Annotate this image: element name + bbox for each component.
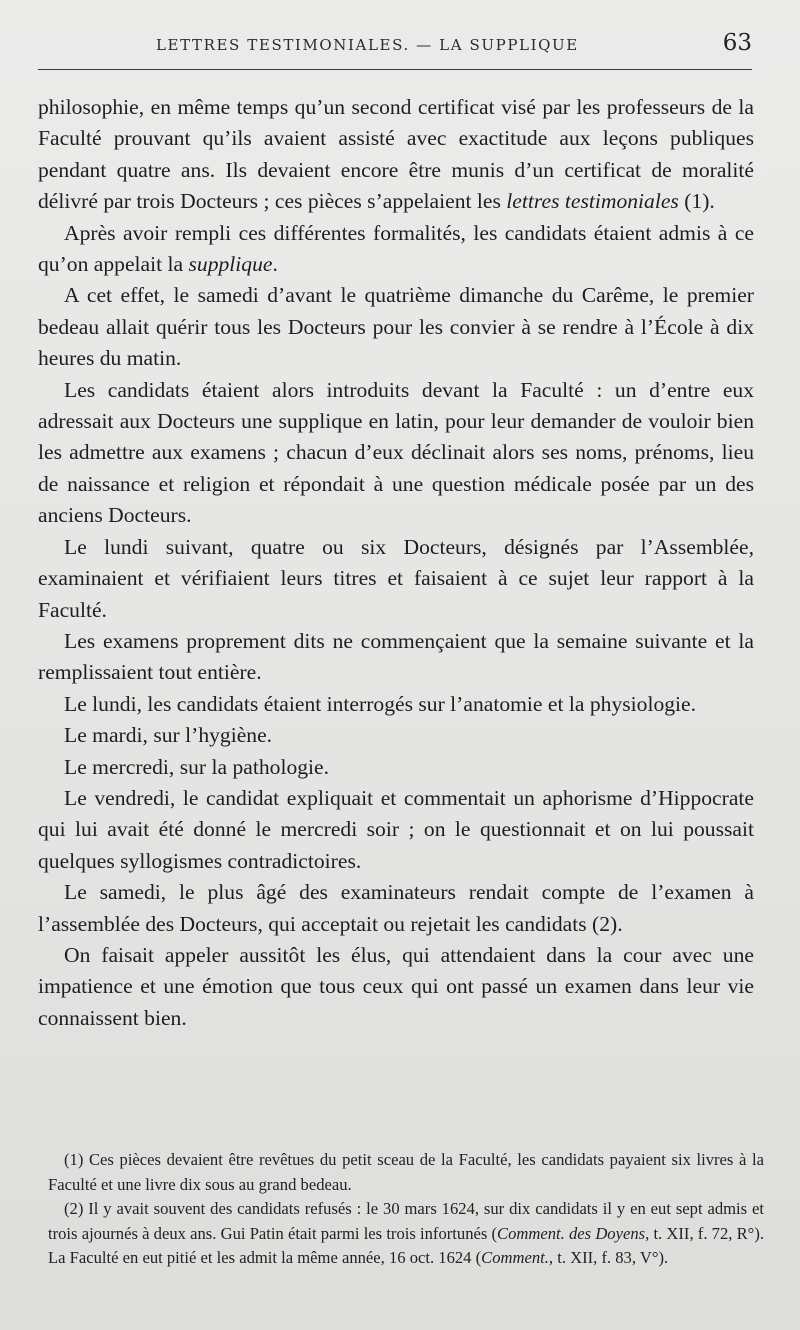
header-rule <box>38 69 752 70</box>
italic-text: Comment. <box>481 1248 549 1267</box>
text-run: A cet effet, le samedi d’avant le quatrième dimanche du Carême, le premier bedeau allait quérir tous les Docteurs pour les convier à se rendre à l’École à dix heures du matin. <box>38 283 754 371</box>
text-run: Après avoir rempli ces différentes formalités, les candidats étaient admis à ce qu’on appelait la <box>38 220 754 277</box>
text-run: . <box>272 252 278 277</box>
text-run: (1) Ces pièces devaient être revêtues du petit sceau de la Faculté, les candidats payaient six livres à la Faculté et une livre dix sous au grand bedeau. <box>48 1150 764 1194</box>
paragraph <box>38 280 754 374</box>
italic-text: Comment. des Doyens <box>497 1223 646 1243</box>
text-run: Le lundi, les candidats étaient interrogés sur l’anatomie et la physiologie. <box>64 691 697 716</box>
paragraph <box>38 689 754 720</box>
text-run: On faisait appeler aussitôt les élus, qui attendaient dans la cour avec une impatience et une émotion que tous ceux qui ont passé un examen dans leur vie connaissent bien. <box>38 942 754 1030</box>
page-header <box>38 30 752 64</box>
page-number: 63 <box>722 30 752 56</box>
footnote <box>48 1197 764 1271</box>
text-run: Le mardi, sur l’hygiène. <box>64 723 273 748</box>
paragraph <box>38 532 754 626</box>
text-run: Le mercredi, sur la pathologie. <box>64 754 330 779</box>
italic-text: lettres testimoniales <box>506 189 679 214</box>
footnote <box>48 1148 764 1197</box>
paragraph <box>38 720 754 751</box>
italic-text: supplique <box>188 252 273 277</box>
text-run: (2) Il y avait souvent des candidats refusés : le 30 mars 1624, sur dix candidats il y en eut sept admis et trois ajournés à deux ans. Gui Patin était parmi les trois infortunés ( <box>48 1199 764 1243</box>
text-run: , t. XII, f. 83, V°). <box>548 1248 669 1267</box>
paragraph <box>38 375 754 532</box>
text-run: Le vendredi, le candidat expliquait et commentait un aphorisme d’Hippocrate qui lui avait été donné le mercredi soir ; on le questionnait et on lui poussait quelques syllogismes contradictoires. <box>38 785 754 873</box>
paragraph <box>38 92 754 218</box>
running-title: LETTRES TESTIMONIALES. — LA SUPPLIQUE <box>156 36 579 54</box>
paragraph <box>38 940 754 1034</box>
paragraph <box>38 752 754 783</box>
paragraph <box>38 626 754 689</box>
text-run: Les candidats étaient alors introduits devant la Faculté : un d’entre eux adressait aux Docteurs une supplique en latin, pour leur demander de vouloir bien les admettre aux examens ; chacun d’eux déclinait alors ses noms, prénoms, lieu de naissance et religion et répondait à une question médicale posée par un des anciens Docteurs. <box>38 377 754 528</box>
text-run: philosophie, en même temps qu’un second certificat visé par les professeurs de la Faculté prouvant qu’ils avaient assisté avec exactitude aux leçons publiques pendant quatre ans. Ils devaient encore être munis d’un certificat de moralité délivré par trois Docteurs ; ces pièces s’appelaient les <box>38 95 754 214</box>
footnotes <box>48 1148 764 1271</box>
paragraph <box>38 218 754 281</box>
text-run: , t. XII, f. 72, R°). La Faculté en eut pitié et les admit la même année, 16 oct. 1624 ( <box>48 1223 764 1267</box>
text-run: Le samedi, le plus âgé des examinateurs rendait compte de l’examen à l’assemblée des Docteurs, qui acceptait ou rejetait les candidats (2). <box>38 880 754 936</box>
paragraph <box>38 783 754 877</box>
body-text <box>38 92 754 1034</box>
text-run: (1). <box>678 189 715 214</box>
text-run: Les examens proprement dits ne commençaient que la semaine suivante et la remplissaient tout entière. <box>38 628 754 685</box>
text-run: Le lundi suivant, quatre ou six Docteurs, désignés par l’Assemblée, examinaient et vérifiaient leurs titres et faisaient à ce sujet leur rapport à la Faculté. <box>38 534 754 622</box>
paragraph <box>38 877 754 940</box>
